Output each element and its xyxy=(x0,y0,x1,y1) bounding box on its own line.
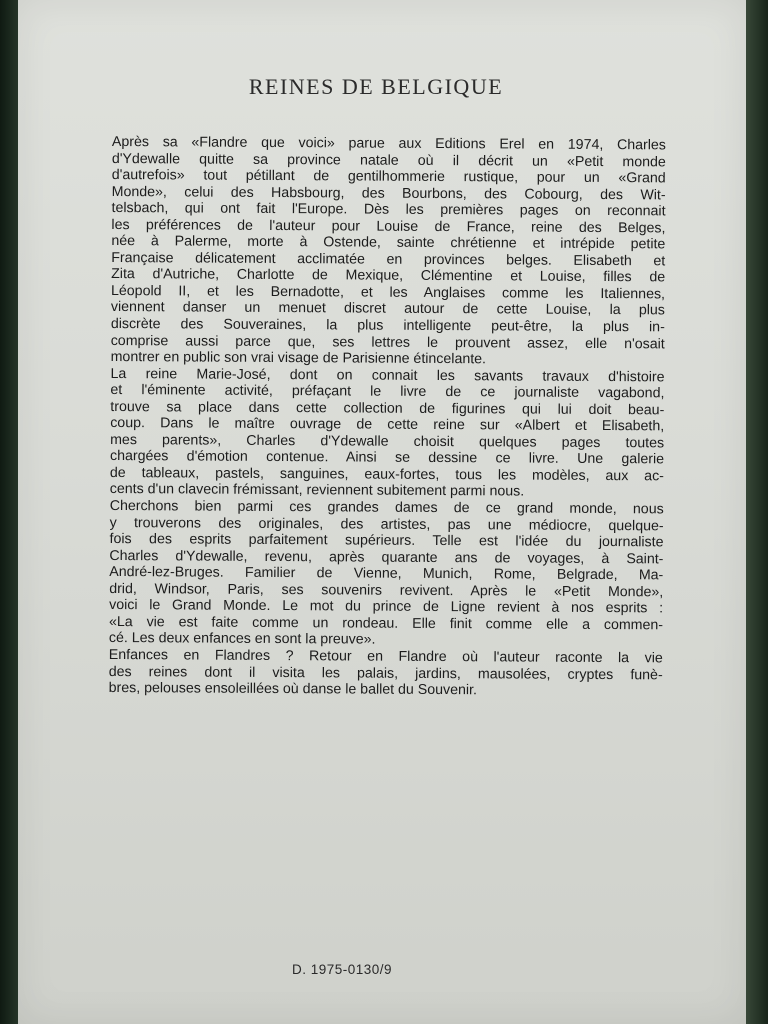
text-line: et l'éminente activité, préfaçant le livre de ce journaliste vagabond, xyxy=(110,382,665,402)
text-line: y trouverons des originales, des artistes, pas une médiocre, quelque- xyxy=(109,514,664,534)
text-line: cents d'un clavecin frémissant, reviennent subitement parmi nous. xyxy=(109,481,525,501)
text-line: coup. Dans le maître ouvrage de cette reine sur «Albert et Elisabeth, xyxy=(110,415,665,435)
book-edge-right xyxy=(744,0,768,1024)
text-line: Zita d'Autriche, Charlotte de Mexique, Clémentine et Louise, filles de xyxy=(111,266,666,286)
text-line: Enfances en Flandres ? Retour en Flandre où l'auteur raconte la vie xyxy=(108,646,663,667)
text-line: les préférences de l'auteur pour Louise de France, reine des Belges, xyxy=(111,216,666,237)
paragraph xyxy=(111,134,666,369)
text-line: Cherchons bien parmi ces grandes dames de ce grand monde, nous xyxy=(109,498,664,518)
paragraph xyxy=(109,647,663,700)
text-line: telsbach, qui ont fait l'Europe. Dès les premières pages on reconnait xyxy=(111,200,666,220)
text-line: de tableaux, pastels, sanguines, eaux-fortes, tous les modèles, aux ac- xyxy=(109,464,664,485)
text-line: viennent danser un menuet discret autour de cette Louise, la plus xyxy=(110,299,665,319)
text-line: Monde», celui des Habsbourg, des Bourbons, des Cobourg, des Wit- xyxy=(111,183,666,204)
text-line: fois des esprits parfaitement supérieurs. Telle est l'idée du journaliste xyxy=(109,531,664,551)
legal-deposit-number: D. 1975-0130/9 xyxy=(292,962,393,977)
body-text xyxy=(109,134,666,700)
text-line: née à Palerme, morte à Ostende, sainte chrétienne et intrépide petite xyxy=(111,233,666,253)
text-line: des reines dont il visita les palais, jardins, mausolées, cryptes funè- xyxy=(108,663,663,683)
text-line: drid, Windsor, Paris, ses souvenirs revivent. Après le «Petit Monde», xyxy=(109,580,664,601)
text-line: Léopold II, et les Bernadotte, et les Anglaises comme les Italiennes, xyxy=(110,282,666,303)
text-line: André-lez-Bruges. Familier de Vienne, Munich, Rome, Belgrade, Ma- xyxy=(109,564,664,584)
paragraph xyxy=(109,498,664,650)
text-line: comprise aussi parce que, ses lettres le prouvent assez, elle n'osait xyxy=(110,332,665,352)
text-line: trouve sa place dans cette collection de figurines qui lui doit beau- xyxy=(110,398,665,419)
text-line: mes parents», Charles d'Ydewalle choisit quelques pages toutes xyxy=(110,431,665,452)
page-title: REINES DE BELGIQUE xyxy=(248,74,504,99)
text-line: voici le Grand Monde. Le mot du prince de Ligne revient à nos esprits : xyxy=(109,597,664,617)
text-line: La reine Marie-José, dont on connait les savants travaux d'histoire xyxy=(110,365,665,386)
text-line: montrer en public son vrai visage de Parisienne étincelante. xyxy=(110,349,487,368)
text-line: Charles d'Ydewalle, revenu, après quarante ans de voyages, à Saint- xyxy=(109,547,664,568)
text-line: chargées d'émotion contenue. Ainsi se dessine ce livre. Une galerie xyxy=(109,448,665,468)
text-line: d'Ydewalle quitte sa province natale où il décrit un «Petit monde xyxy=(111,150,666,170)
text-line: Française délicatement acclimatée en provinces belges. Elisabeth et xyxy=(111,249,666,270)
paragraph xyxy=(110,366,665,502)
text-line: bres, pelouses ensoleillées où danse le ballet du Souvenir. xyxy=(108,680,478,699)
text-line: Après sa «Flandre que voici» parue aux Editions Erel en 1974, Charles xyxy=(111,134,666,154)
text-line: «La vie est faite comme un rondeau. Elle finit comme elle a commen- xyxy=(108,613,664,634)
text-line: cé. Les deux enfances en sont la preuve». xyxy=(108,630,376,649)
text-line: discrète des Souveraines, la plus intelligente peut-être, la plus in- xyxy=(110,316,665,336)
book-back-cover xyxy=(18,0,746,1024)
text-line: d'autrefois» tout pétillant de gentilhommerie rustique, pour un «Grand xyxy=(111,167,666,187)
